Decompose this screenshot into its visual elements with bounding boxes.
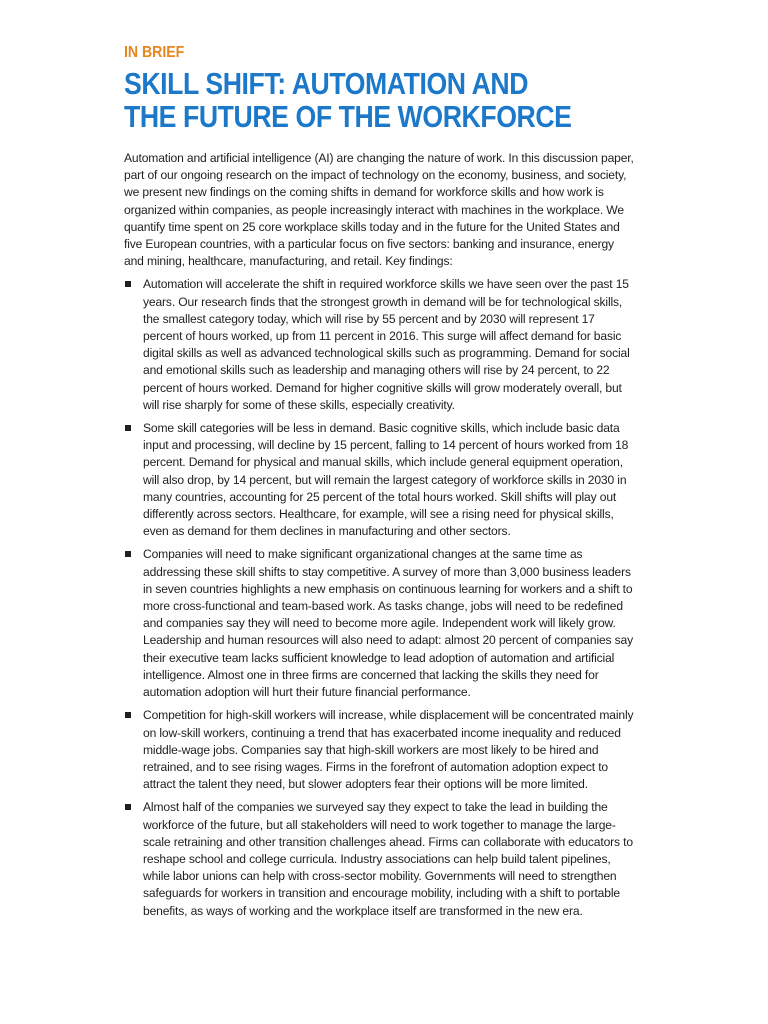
finding-text: Companies will need to make significant organizational changes at the same time as addressing these skill shifts to stay competitive. A survey of more than 3,000 business leaders in seven countries highlights a new emphasis on continuous learning for workers and a shift to more cross-functional and team-based work. As tasks change, jobs will need to be redefined and companies say they will need to become more agile. Independent work will likely grow. Leadership and human resources will also need to adapt: almost 20 percent of companies say their executive team lacks sufficient knowledge to lead adoption of automation and artificial intelligence. Almost one in three firms are concerned that lacking the skills they need for automation adoption will hurt their future financial performance. — [143, 547, 634, 700]
finding-item — [124, 799, 636, 919]
finding-text: Competition for high-skill workers will increase, while displacement will be concentrated mainly on low-skill workers, continuing a trend that has exacerbated income inequality and reduced middle-wage jobs. Companies say that high-skill workers are most likely to be hired and retrained, and to see rising wages. Firms in the forefront of automation adoption expect to attract the talent they need, but slower adopters fear their options will be more limited. — [143, 708, 634, 792]
key-findings-list — [124, 276, 636, 919]
section-kicker: IN BRIEF — [124, 44, 185, 61]
finding-text: Some skill categories will be less in demand. Basic cognitive skills, which include basic data input and processing, will decline by 15 percent, falling to 14 percent of hours worked from 18 percent. Demand for physical and manual skills, which include general equipment operation, will also drop, by 14 percent, but will remain the largest category of workforce skills in 2030 in many countries, accounting for 25 percent of the total hours worked. Skill shifts will play out differently across sectors. Healthcare, for example, will see a rising need for physical skills, even as demand for them declines in manufacturing and other sectors. — [143, 421, 629, 539]
square-bullet-icon — [125, 804, 131, 810]
finding-item — [124, 276, 636, 414]
finding-text: Automation will accelerate the shift in required workforce skills we have seen over the past 15 years. Our research finds that the strongest growth in demand will be for technological skills, the smallest category today, which will rise by 55 percent and by 2030 will represent 17 percent of hours worked, up from 11 percent in 2016. This surge will affect demand for basic digital skills as well as advanced technological skills such as programming. Demand for social and emotional skills such as leadership and managing others will rise by 24 percent, to 22 percent of hours worked. Demand for higher cognitive skills will grow moderately overall, but will rise sharply for some of these skills, especially creativity. — [143, 277, 630, 412]
document-title — [124, 67, 640, 133]
square-bullet-icon — [125, 712, 131, 718]
document-page — [124, 43, 636, 926]
square-bullet-icon — [125, 551, 131, 557]
square-bullet-icon — [125, 281, 131, 287]
finding-item — [124, 707, 636, 793]
square-bullet-icon — [125, 425, 131, 431]
finding-item — [124, 420, 636, 540]
intro-paragraph: Automation and artificial intelligence (AI) are changing the nature of work. In this discussion paper, part of our ongoing research on the impact of technology on the economy, business, and society, we present new findings on the coming shifts in demand for workforce skills and how work is organized within companies, as people increasingly interact with machines in the workplace. We quantify time spent on 25 core workplace skills today and in the future for the United States and five European countries, with a particular focus on five sectors: banking and insurance, energy and mining, healthcare, manufacturing, and retail. Key findings: — [124, 151, 634, 269]
finding-item — [124, 546, 636, 701]
title-line-2: THE FUTURE OF THE WORKFORCE — [124, 99, 572, 134]
title-line-1: SKILL SHIFT: AUTOMATION AND — [124, 66, 529, 101]
finding-text: Almost half of the companies we surveyed say they expect to take the lead in building the workforce of the future, but all stakeholders will need to work together to manage the large-scale retraining and other transition challenges ahead. Firms can collaborate with educators to reshape school and college curricula. Industry associations can help build talent pipelines, while labor unions can help with cross-sector mobility. Governments will need to strengthen safeguards for workers in transition and encourage mobility, including with a shift to portable benefits, as ways of working and the workplace itself are transformed in the new era. — [143, 800, 633, 918]
